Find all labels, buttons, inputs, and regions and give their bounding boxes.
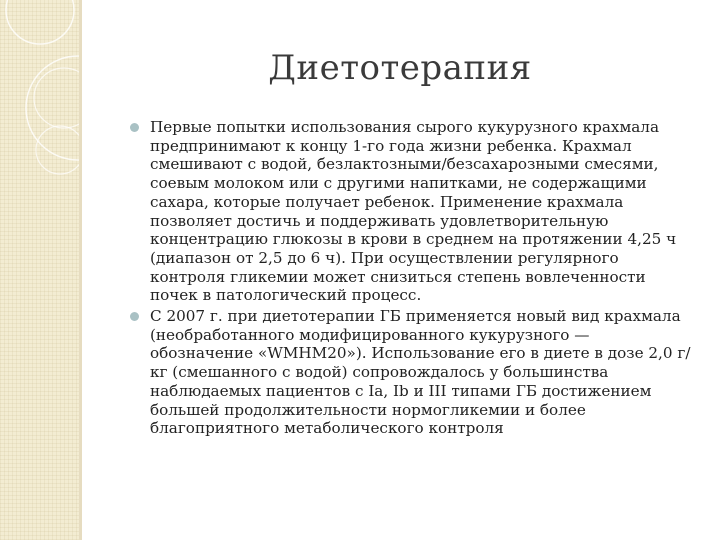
bullet-list bbox=[130, 118, 695, 440]
decorative-sidebar bbox=[0, 0, 79, 540]
bullet-icon bbox=[130, 123, 139, 132]
bullet-text: Первые попытки использования сырого кукурузного крахмала предпринимают к концу 1-го года жизни ребенка. Крахмал смешивают с водой, безлактозными/безсахарозными смесями, соевым молоком или с другими напитками, не содержащими сахара, которые получает ребенок. Применение крахмала позволяет достичь и поддерживать удовлетворительную концентрацию глюкозы в крови в среднем на протяжении 4,25 ч (диапазон от 2,5 до 6 ч). При осуществлении регулярного контроля гликемии может снизиться степень вовлеченности почек в патологический процесс. bbox=[150, 118, 677, 305]
bullet-item bbox=[130, 307, 695, 438]
bullet-item bbox=[130, 118, 695, 305]
sidebar-divider bbox=[79, 0, 82, 540]
bullet-icon bbox=[130, 312, 139, 321]
sidebar-circles-decoration bbox=[0, 0, 79, 540]
bullet-text: С 2007 г. при диетотерапии ГБ применяется новый вид крахмала (необработанного модифицированного кукурузного — обозначение «WMHM20»). Использование его в диете в дозе 2,0 г/кг (смешанного с водой) сопровождалось у большинства наблюдаемых пациентов с Ia, Ib и III типами ГБ достижением большей продолжительности нормогликемии и более благоприятного метаболического контроля bbox=[150, 307, 691, 438]
slide-title: Диетотерапия bbox=[268, 48, 532, 88]
